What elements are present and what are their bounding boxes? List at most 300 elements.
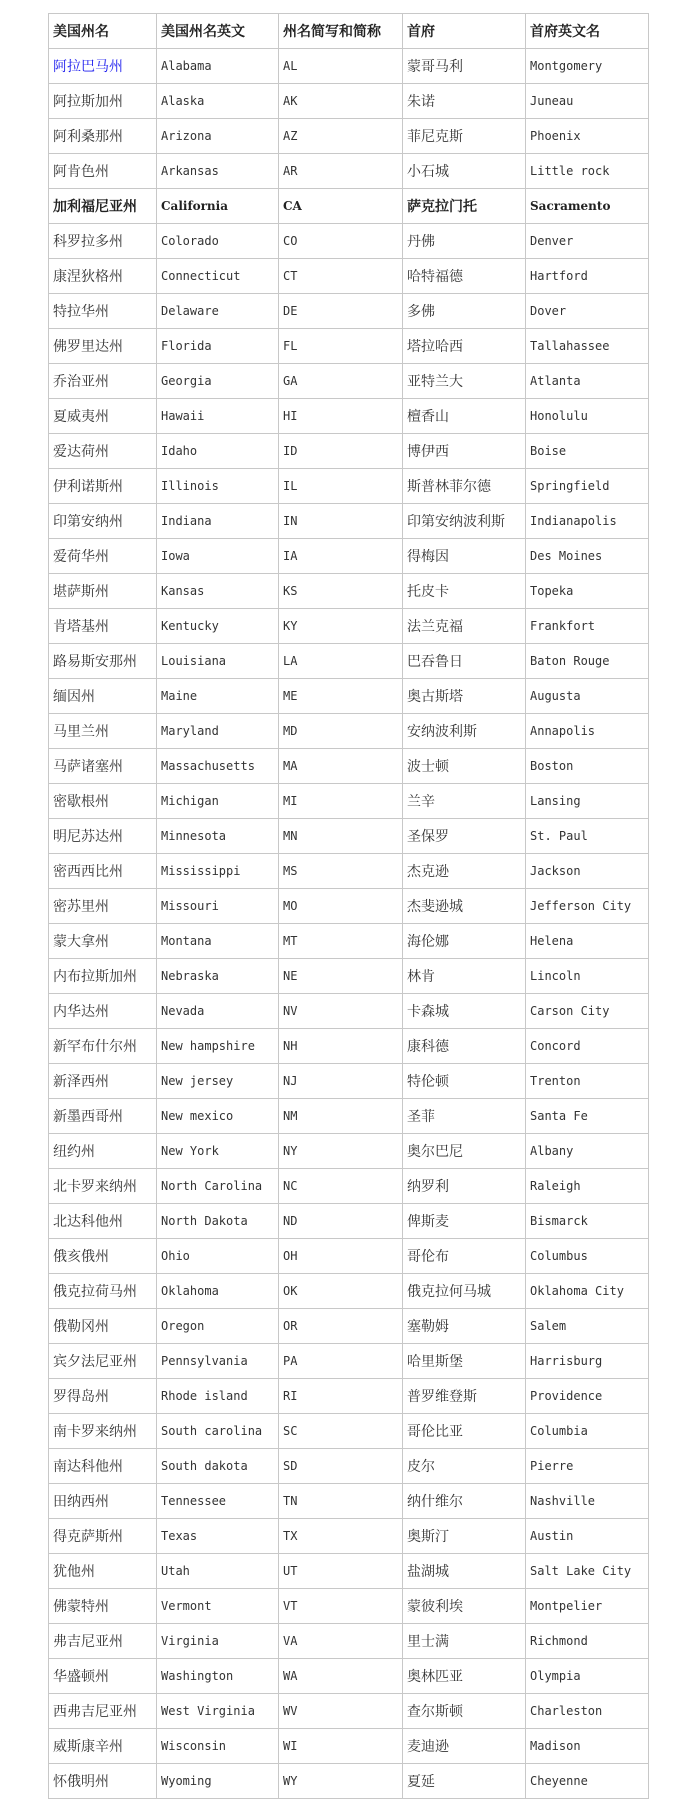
state-abbreviation-cell: UT: [279, 1554, 403, 1589]
state-name-en-cell: Washington: [157, 1659, 279, 1694]
capital-name-cn-cell: 法兰克福: [403, 609, 526, 644]
state-name-cn-cell: 阿利桑那州: [49, 119, 157, 154]
state-abbreviation-cell: AR: [279, 154, 403, 189]
table-row: [49, 609, 649, 644]
capital-name-en-cell: Albany: [526, 1134, 649, 1169]
table-row: [49, 1589, 649, 1624]
table-row: [49, 49, 649, 84]
state-abbreviation-cell: MS: [279, 854, 403, 889]
capital-name-cn-cell: 多佛: [403, 294, 526, 329]
capital-name-cn-cell: 亚特兰大: [403, 364, 526, 399]
state-name-en-cell: South carolina: [157, 1414, 279, 1449]
state-name-cn-cell: 肯塔基州: [49, 609, 157, 644]
state-name-cn-cell: 宾夕法尼亚州: [49, 1344, 157, 1379]
table-row: [49, 889, 649, 924]
state-link[interactable]: 阿拉巴马州: [49, 49, 157, 84]
state-name-en-cell: Iowa: [157, 539, 279, 574]
state-name-en-cell: New hampshire: [157, 1029, 279, 1064]
table-row: [49, 1694, 649, 1729]
state-name-cn-cell: 南卡罗来纳州: [49, 1414, 157, 1449]
table-row: [49, 1484, 649, 1519]
capital-name-cn-cell: 塔拉哈西: [403, 329, 526, 364]
table-row: [49, 1029, 649, 1064]
state-name-cn-cell: 犹他州: [49, 1554, 157, 1589]
state-name-en-cell: Nevada: [157, 994, 279, 1029]
table-row: [49, 574, 649, 609]
state-name-cn-cell: 马里兰州: [49, 714, 157, 749]
capital-name-cn-cell: 菲尼克斯: [403, 119, 526, 154]
state-abbreviation-cell: VT: [279, 1589, 403, 1624]
capital-name-en-cell: Santa Fe: [526, 1099, 649, 1134]
header-state-en: 美国州名英文: [157, 14, 279, 49]
capital-name-cn-cell: 杰克逊: [403, 854, 526, 889]
capital-name-en-cell: Olympia: [526, 1659, 649, 1694]
state-abbreviation-cell: OK: [279, 1274, 403, 1309]
table-row: [49, 294, 649, 329]
capital-name-en-cell: Des Moines: [526, 539, 649, 574]
state-abbreviation-cell: GA: [279, 364, 403, 399]
state-name-en-cell: Wisconsin: [157, 1729, 279, 1764]
table-row: [49, 189, 649, 224]
header-abbreviation: 州名简写和简称: [279, 14, 403, 49]
capital-name-cn-cell: 纳罗利: [403, 1169, 526, 1204]
state-name-en-cell: Alabama: [157, 49, 279, 84]
state-name-cn-cell: 弗吉尼亚州: [49, 1624, 157, 1659]
state-name-cn-cell: 加利福尼亚州: [49, 189, 157, 224]
state-abbreviation-cell: IN: [279, 504, 403, 539]
capital-name-en-cell: Jackson: [526, 854, 649, 889]
state-name-cn-cell: 威斯康辛州: [49, 1729, 157, 1764]
state-abbreviation-cell: FL: [279, 329, 403, 364]
capital-name-cn-cell: 印第安纳波利斯: [403, 504, 526, 539]
header-row: [49, 14, 649, 49]
capital-name-cn-cell: 蒙彼利埃: [403, 1589, 526, 1624]
table-row: [49, 959, 649, 994]
table-row: [49, 1204, 649, 1239]
table-row: [49, 1344, 649, 1379]
state-abbreviation-cell: MA: [279, 749, 403, 784]
capital-name-en-cell: Salem: [526, 1309, 649, 1344]
table-row: [49, 84, 649, 119]
state-name-cn-cell: 爱荷华州: [49, 539, 157, 574]
state-name-en-cell: Ohio: [157, 1239, 279, 1274]
state-name-en-cell: Massachusetts: [157, 749, 279, 784]
table-row: [49, 784, 649, 819]
capital-name-en-cell: Concord: [526, 1029, 649, 1064]
state-name-cn-cell: 马萨诸塞州: [49, 749, 157, 784]
table-row: [49, 1239, 649, 1274]
state-name-en-cell: New mexico: [157, 1099, 279, 1134]
capital-name-en-cell: Sacramento: [526, 189, 649, 224]
state-name-en-cell: Tennessee: [157, 1484, 279, 1519]
state-abbreviation-cell: NC: [279, 1169, 403, 1204]
state-name-en-cell: Missouri: [157, 889, 279, 924]
state-name-cn-cell: 佛罗里达州: [49, 329, 157, 364]
state-abbreviation-cell: CT: [279, 259, 403, 294]
state-name-en-cell: Utah: [157, 1554, 279, 1589]
state-abbreviation-cell: WY: [279, 1764, 403, 1799]
state-abbreviation-cell: NH: [279, 1029, 403, 1064]
state-name-en-cell: Florida: [157, 329, 279, 364]
capital-name-cn-cell: 圣菲: [403, 1099, 526, 1134]
header-capital-cn: 首府: [403, 14, 526, 49]
state-name-en-cell: North Dakota: [157, 1204, 279, 1239]
state-name-en-cell: Vermont: [157, 1589, 279, 1624]
capital-name-en-cell: Columbia: [526, 1414, 649, 1449]
state-name-cn-cell: 怀俄明州: [49, 1764, 157, 1799]
state-abbreviation-cell: WI: [279, 1729, 403, 1764]
capital-name-cn-cell: 小石城: [403, 154, 526, 189]
state-name-en-cell: Kansas: [157, 574, 279, 609]
table-row: [49, 1064, 649, 1099]
capital-name-en-cell: Baton Rouge: [526, 644, 649, 679]
capital-name-cn-cell: 萨克拉门托: [403, 189, 526, 224]
table-row: [49, 539, 649, 574]
state-name-cn-cell: 伊利诺斯州: [49, 469, 157, 504]
capital-name-cn-cell: 奥斯汀: [403, 1519, 526, 1554]
state-abbreviation-cell: CO: [279, 224, 403, 259]
state-name-cn-cell: 阿肯色州: [49, 154, 157, 189]
capital-name-cn-cell: 塞勒姆: [403, 1309, 526, 1344]
state-name-en-cell: Indiana: [157, 504, 279, 539]
table-row: [49, 434, 649, 469]
capital-name-cn-cell: 普罗维登斯: [403, 1379, 526, 1414]
table-row: [49, 714, 649, 749]
state-name-cn-cell: 明尼苏达州: [49, 819, 157, 854]
state-abbreviation-cell: SD: [279, 1449, 403, 1484]
capital-name-cn-cell: 托皮卡: [403, 574, 526, 609]
capital-name-cn-cell: 安纳波利斯: [403, 714, 526, 749]
capital-name-en-cell: Salt Lake City: [526, 1554, 649, 1589]
state-abbreviation-cell: CA: [279, 189, 403, 224]
capital-name-en-cell: Augusta: [526, 679, 649, 714]
state-abbreviation-cell: AK: [279, 84, 403, 119]
table-row: [49, 819, 649, 854]
capital-name-en-cell: Bismarck: [526, 1204, 649, 1239]
table-row: [49, 154, 649, 189]
state-name-en-cell: Illinois: [157, 469, 279, 504]
capital-name-cn-cell: 麦迪逊: [403, 1729, 526, 1764]
state-name-cn-cell: 密苏里州: [49, 889, 157, 924]
state-name-en-cell: Nebraska: [157, 959, 279, 994]
capital-name-cn-cell: 里士满: [403, 1624, 526, 1659]
capital-name-cn-cell: 海伦娜: [403, 924, 526, 959]
us-states-table: [48, 13, 649, 1799]
table-row: [49, 644, 649, 679]
state-name-cn-cell: 夏威夷州: [49, 399, 157, 434]
state-abbreviation-cell: NV: [279, 994, 403, 1029]
state-name-cn-cell: 密西西比州: [49, 854, 157, 889]
table-row: [49, 1169, 649, 1204]
capital-name-en-cell: Lansing: [526, 784, 649, 819]
capital-name-cn-cell: 奥尔巴尼: [403, 1134, 526, 1169]
state-abbreviation-cell: MI: [279, 784, 403, 819]
capital-name-en-cell: Trenton: [526, 1064, 649, 1099]
state-abbreviation-cell: MN: [279, 819, 403, 854]
capital-name-cn-cell: 俄克拉何马城: [403, 1274, 526, 1309]
capital-name-cn-cell: 杰斐逊城: [403, 889, 526, 924]
capital-name-en-cell: Madison: [526, 1729, 649, 1764]
header-state-cn: 美国州名: [49, 14, 157, 49]
state-name-en-cell: Colorado: [157, 224, 279, 259]
state-name-en-cell: Rhode island: [157, 1379, 279, 1414]
table-row: [49, 1729, 649, 1764]
state-name-en-cell: Connecticut: [157, 259, 279, 294]
state-name-cn-cell: 得克萨斯州: [49, 1519, 157, 1554]
state-name-cn-cell: 内华达州: [49, 994, 157, 1029]
capital-name-cn-cell: 朱诺: [403, 84, 526, 119]
table-row: [49, 224, 649, 259]
table-row: [49, 329, 649, 364]
capital-name-cn-cell: 蒙哥马利: [403, 49, 526, 84]
capital-name-cn-cell: 林肯: [403, 959, 526, 994]
state-name-en-cell: Montana: [157, 924, 279, 959]
state-abbreviation-cell: ID: [279, 434, 403, 469]
state-name-en-cell: Arkansas: [157, 154, 279, 189]
capital-name-cn-cell: 斯普林菲尔德: [403, 469, 526, 504]
state-name-cn-cell: 新墨西哥州: [49, 1099, 157, 1134]
state-name-en-cell: Hawaii: [157, 399, 279, 434]
state-abbreviation-cell: MO: [279, 889, 403, 924]
state-abbreviation-cell: MT: [279, 924, 403, 959]
state-name-cn-cell: 田纳西州: [49, 1484, 157, 1519]
state-name-cn-cell: 印第安纳州: [49, 504, 157, 539]
capital-name-en-cell: Charleston: [526, 1694, 649, 1729]
state-name-en-cell: Georgia: [157, 364, 279, 399]
capital-name-cn-cell: 丹佛: [403, 224, 526, 259]
table-row: [49, 679, 649, 714]
states-table-container: [48, 13, 649, 1799]
state-abbreviation-cell: OH: [279, 1239, 403, 1274]
table-row: [49, 399, 649, 434]
capital-name-en-cell: Nashville: [526, 1484, 649, 1519]
state-name-en-cell: North Carolina: [157, 1169, 279, 1204]
capital-name-cn-cell: 查尔斯顿: [403, 1694, 526, 1729]
table-row: [49, 1099, 649, 1134]
capital-name-en-cell: Columbus: [526, 1239, 649, 1274]
capital-name-cn-cell: 纳什维尔: [403, 1484, 526, 1519]
capital-name-en-cell: Topeka: [526, 574, 649, 609]
capital-name-cn-cell: 奥林匹亚: [403, 1659, 526, 1694]
state-name-cn-cell: 北达科他州: [49, 1204, 157, 1239]
state-abbreviation-cell: PA: [279, 1344, 403, 1379]
state-name-cn-cell: 纽约州: [49, 1134, 157, 1169]
state-name-en-cell: Texas: [157, 1519, 279, 1554]
capital-name-cn-cell: 博伊西: [403, 434, 526, 469]
state-abbreviation-cell: OR: [279, 1309, 403, 1344]
capital-name-en-cell: Indianapolis: [526, 504, 649, 539]
capital-name-en-cell: Denver: [526, 224, 649, 259]
table-row: [49, 1309, 649, 1344]
state-name-en-cell: Kentucky: [157, 609, 279, 644]
state-name-en-cell: Oklahoma: [157, 1274, 279, 1309]
state-name-en-cell: Idaho: [157, 434, 279, 469]
table-row: [49, 504, 649, 539]
table-row: [49, 1449, 649, 1484]
table-row: [49, 1624, 649, 1659]
state-name-en-cell: Delaware: [157, 294, 279, 329]
state-abbreviation-cell: NY: [279, 1134, 403, 1169]
state-name-en-cell: West Virginia: [157, 1694, 279, 1729]
state-abbreviation-cell: WA: [279, 1659, 403, 1694]
state-name-cn-cell: 新罕布什尔州: [49, 1029, 157, 1064]
state-abbreviation-cell: DE: [279, 294, 403, 329]
table-row: [49, 924, 649, 959]
state-name-en-cell: Louisiana: [157, 644, 279, 679]
capital-name-cn-cell: 盐湖城: [403, 1554, 526, 1589]
state-name-cn-cell: 爱达荷州: [49, 434, 157, 469]
state-abbreviation-cell: VA: [279, 1624, 403, 1659]
capital-name-en-cell: Pierre: [526, 1449, 649, 1484]
capital-name-en-cell: Boston: [526, 749, 649, 784]
capital-name-en-cell: Honolulu: [526, 399, 649, 434]
capital-name-en-cell: Providence: [526, 1379, 649, 1414]
state-abbreviation-cell: MD: [279, 714, 403, 749]
state-name-en-cell: Wyoming: [157, 1764, 279, 1799]
capital-name-cn-cell: 康科德: [403, 1029, 526, 1064]
table-row: [49, 364, 649, 399]
capital-name-en-cell: Annapolis: [526, 714, 649, 749]
state-name-en-cell: Mississippi: [157, 854, 279, 889]
state-name-cn-cell: 特拉华州: [49, 294, 157, 329]
state-abbreviation-cell: RI: [279, 1379, 403, 1414]
table-row: [49, 1519, 649, 1554]
state-name-cn-cell: 密歇根州: [49, 784, 157, 819]
capital-name-cn-cell: 檀香山: [403, 399, 526, 434]
state-name-cn-cell: 北卡罗来纳州: [49, 1169, 157, 1204]
state-name-cn-cell: 华盛顿州: [49, 1659, 157, 1694]
state-name-en-cell: Oregon: [157, 1309, 279, 1344]
header-capital-en: 首府英文名: [526, 14, 649, 49]
state-name-cn-cell: 西弗吉尼亚州: [49, 1694, 157, 1729]
state-name-cn-cell: 俄勒冈州: [49, 1309, 157, 1344]
table-row: [49, 119, 649, 154]
capital-name-en-cell: Austin: [526, 1519, 649, 1554]
capital-name-en-cell: Phoenix: [526, 119, 649, 154]
state-name-cn-cell: 俄亥俄州: [49, 1239, 157, 1274]
state-abbreviation-cell: ND: [279, 1204, 403, 1239]
capital-name-cn-cell: 哥伦比亚: [403, 1414, 526, 1449]
capital-name-cn-cell: 特伦顿: [403, 1064, 526, 1099]
table-row: [49, 1379, 649, 1414]
state-abbreviation-cell: AL: [279, 49, 403, 84]
capital-name-en-cell: Cheyenne: [526, 1764, 649, 1799]
state-abbreviation-cell: SC: [279, 1414, 403, 1449]
state-name-en-cell: Arizona: [157, 119, 279, 154]
state-name-cn-cell: 科罗拉多州: [49, 224, 157, 259]
table-row: [49, 469, 649, 504]
state-name-cn-cell: 南达科他州: [49, 1449, 157, 1484]
state-name-cn-cell: 蒙大拿州: [49, 924, 157, 959]
capital-name-en-cell: Juneau: [526, 84, 649, 119]
state-name-cn-cell: 新泽西州: [49, 1064, 157, 1099]
capital-name-en-cell: Richmond: [526, 1624, 649, 1659]
capital-name-en-cell: Atlanta: [526, 364, 649, 399]
state-name-en-cell: Maryland: [157, 714, 279, 749]
capital-name-cn-cell: 波士顿: [403, 749, 526, 784]
state-name-en-cell: California: [157, 189, 279, 224]
capital-name-cn-cell: 巴吞鲁日: [403, 644, 526, 679]
capital-name-cn-cell: 卡森城: [403, 994, 526, 1029]
state-name-cn-cell: 俄克拉荷马州: [49, 1274, 157, 1309]
table-row: [49, 1274, 649, 1309]
capital-name-en-cell: Montpelier: [526, 1589, 649, 1624]
capital-name-cn-cell: 哈特福德: [403, 259, 526, 294]
table-body: [49, 49, 649, 1799]
state-name-en-cell: Michigan: [157, 784, 279, 819]
table-row: [49, 1134, 649, 1169]
state-name-cn-cell: 内布拉斯加州: [49, 959, 157, 994]
capital-name-en-cell: Frankfort: [526, 609, 649, 644]
state-name-cn-cell: 缅因州: [49, 679, 157, 714]
state-abbreviation-cell: HI: [279, 399, 403, 434]
state-abbreviation-cell: WV: [279, 1694, 403, 1729]
state-abbreviation-cell: NM: [279, 1099, 403, 1134]
table-row: [49, 1764, 649, 1799]
capital-name-cn-cell: 圣保罗: [403, 819, 526, 854]
state-abbreviation-cell: TX: [279, 1519, 403, 1554]
state-abbreviation-cell: AZ: [279, 119, 403, 154]
capital-name-en-cell: Dover: [526, 294, 649, 329]
capital-name-cn-cell: 哥伦布: [403, 1239, 526, 1274]
capital-name-en-cell: Springfield: [526, 469, 649, 504]
state-name-cn-cell: 康涅狄格州: [49, 259, 157, 294]
table-row: [49, 1659, 649, 1694]
state-name-en-cell: Minnesota: [157, 819, 279, 854]
capital-name-en-cell: Little rock: [526, 154, 649, 189]
state-abbreviation-cell: IA: [279, 539, 403, 574]
table-row: [49, 749, 649, 784]
state-name-cn-cell: 佛蒙特州: [49, 1589, 157, 1624]
capital-name-en-cell: Helena: [526, 924, 649, 959]
capital-name-en-cell: Jefferson City: [526, 889, 649, 924]
capital-name-cn-cell: 俾斯麦: [403, 1204, 526, 1239]
state-name-en-cell: South dakota: [157, 1449, 279, 1484]
capital-name-en-cell: Montgomery: [526, 49, 649, 84]
state-name-cn-cell: 堪萨斯州: [49, 574, 157, 609]
table-row: [49, 1414, 649, 1449]
state-abbreviation-cell: KY: [279, 609, 403, 644]
capital-name-cn-cell: 夏延: [403, 1764, 526, 1799]
table-row: [49, 259, 649, 294]
capital-name-en-cell: Oklahoma City: [526, 1274, 649, 1309]
state-name-cn-cell: 路易斯安那州: [49, 644, 157, 679]
state-abbreviation-cell: NJ: [279, 1064, 403, 1099]
table-row: [49, 854, 649, 889]
state-name-en-cell: Pennsylvania: [157, 1344, 279, 1379]
capital-name-en-cell: Lincoln: [526, 959, 649, 994]
capital-name-cn-cell: 奥古斯塔: [403, 679, 526, 714]
capital-name-cn-cell: 兰辛: [403, 784, 526, 819]
state-abbreviation-cell: KS: [279, 574, 403, 609]
capital-name-en-cell: Carson City: [526, 994, 649, 1029]
state-abbreviation-cell: ME: [279, 679, 403, 714]
state-abbreviation-cell: NE: [279, 959, 403, 994]
capital-name-en-cell: Tallahassee: [526, 329, 649, 364]
capital-name-cn-cell: 得梅因: [403, 539, 526, 574]
state-name-en-cell: New York: [157, 1134, 279, 1169]
state-abbreviation-cell: TN: [279, 1484, 403, 1519]
table-row: [49, 1554, 649, 1589]
capital-name-en-cell: Boise: [526, 434, 649, 469]
table-row: [49, 994, 649, 1029]
capital-name-en-cell: Harrisburg: [526, 1344, 649, 1379]
state-abbreviation-cell: IL: [279, 469, 403, 504]
capital-name-en-cell: St. Paul: [526, 819, 649, 854]
state-name-cn-cell: 罗得岛州: [49, 1379, 157, 1414]
state-name-en-cell: New jersey: [157, 1064, 279, 1099]
capital-name-en-cell: Hartford: [526, 259, 649, 294]
